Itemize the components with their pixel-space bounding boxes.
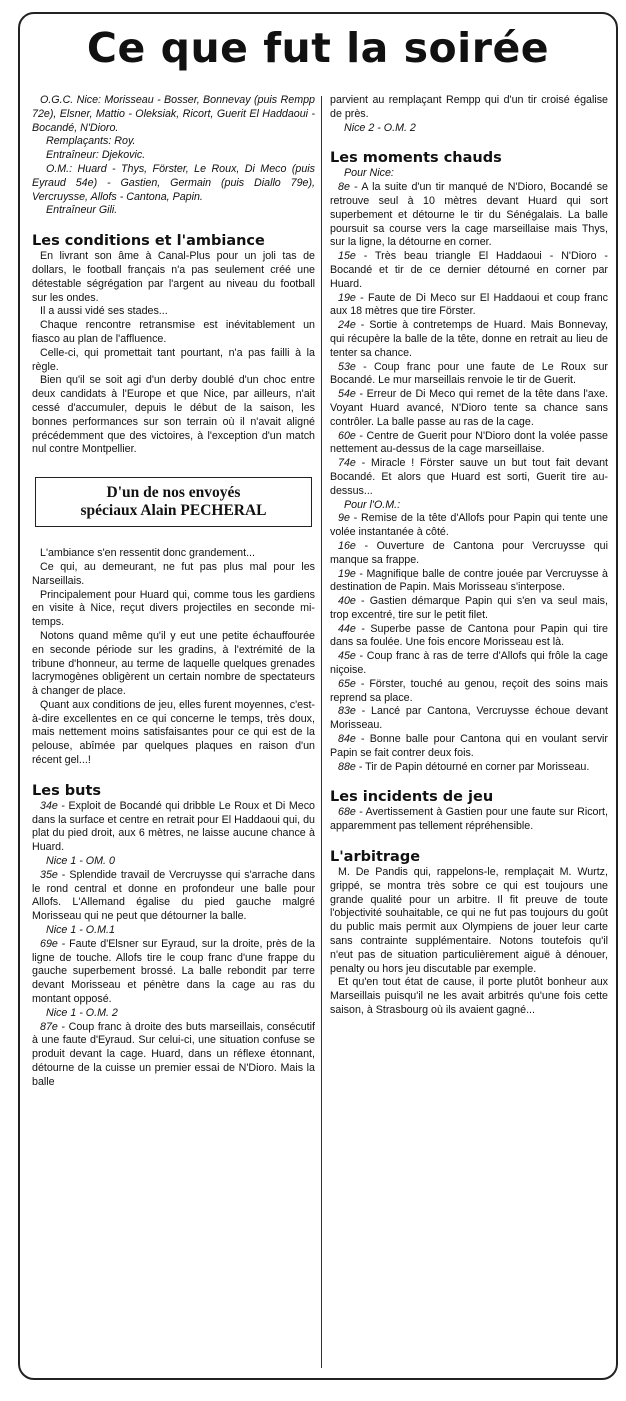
moment-text: - Miracle ! Förster sauve un but tout fait devant Bocandé. Et alors que Huard est sorti, Guerit tire au-dessus...: [330, 457, 608, 497]
coach-om: Entraîneur Gili.: [46, 204, 118, 217]
om-moments-list: [330, 512, 608, 774]
goal-item: [32, 1021, 315, 1090]
moment-minute: 44e: [338, 622, 356, 635]
section-heading-incidents: Les incidents de jeu: [330, 789, 494, 806]
moment-minute: 45e: [338, 650, 356, 663]
byline-line-2: spéciaux Alain PECHERAL: [80, 502, 267, 520]
moment-text: - Centre de Guerit pour N'Dioro dont la volée passe nettement au-dessus de la cage marseillaise.: [330, 429, 608, 456]
moment-item: [330, 705, 608, 733]
moment-minute: 19e: [338, 291, 356, 304]
goal-item: [32, 869, 315, 924]
goal-item: [32, 938, 315, 1007]
moment-minute: 74e: [338, 457, 356, 470]
moment-text: - Magnifique balle de contre jouée par Vercruysse à destination de Papin. Mais Morisseau s'interpose.: [330, 567, 608, 594]
moment-text: - Superbe passe de Cantona pour Papin qui tire dans sa foulée. Une fois encore Morisseau est là.: [330, 622, 608, 649]
moment-minute: 83e: [338, 705, 356, 718]
section-heading-buts: Les buts: [32, 782, 102, 799]
moment-minute: 60e: [338, 429, 356, 442]
incident-text: - Avertissement à Gastien pour une faute sur Ricort, apparemment pas tellement répréhensible.: [330, 806, 608, 833]
right-column: [330, 94, 608, 1018]
lineup-om: O.M.: Huard - Thys, Förster, Le Roux, Di Meco (puis Eyraud 54e) - Gastien, Germain (puis Diallo 79e), Vercruysse, Allofs - Cantona, Papin.: [32, 162, 315, 203]
paragraph: Notons quand même qu'il y eut une petite échauffourée en seconde période sur les gradins, à l'extrémité de la tribune d'honneur, au terme de laquelle quelques grenades lacrymogènes obligèrent un certain nombre de spectateurs à changer de place.: [32, 629, 315, 698]
paragraph: Celle-ci, qui promettait tant pourtant, n'a pas failli à la règle.: [32, 346, 315, 373]
article-title: Ce que fut la soirée: [86, 24, 550, 72]
moment-text: - Erreur de Di Meco qui remet de la tête dans l'axe. Voyant Huard avancé, N'Dioro tente sa chance sans contrôler. La balle passe au ras de la cage.: [330, 388, 608, 428]
goal-minute: 69e: [40, 937, 58, 950]
moment-item: [330, 292, 608, 320]
goal-text: - Exploit de Bocandé qui dribble Le Roux et Di Meco dans la surface et centre en retrait pour El Haddaoui qui, du plat du pied droit, aux 6 mètres, ne laisse aucune chance à Huard.: [32, 799, 315, 854]
goal-minute: 34e: [40, 799, 58, 812]
paragraph: L'ambiance s'en ressentit donc grandement...: [40, 547, 255, 560]
nice-label: Pour Nice:: [344, 167, 394, 180]
moment-item: [330, 623, 608, 651]
moment-text: - Sortie à contretemps de Huard. Mais Bonnevay, qui récupère la balle de la tête, donne en retrait au lieu de tenter sa chance.: [330, 319, 608, 359]
moment-item: [330, 568, 608, 596]
om-label: Pour l'O.M.:: [344, 498, 401, 511]
coach-nice: Entraîneur: Djekovic.: [46, 149, 146, 162]
moment-text: - Coup franc pour une faute de Le Roux sur Bocandé. Le mur marseillais renvoie le tir de Guerit.: [330, 360, 608, 387]
section-heading-arbitrage: L'arbitrage: [330, 849, 421, 866]
paragraph: Il a aussi vidé ses stades...: [40, 305, 168, 318]
section-heading-conditions: Les conditions et l'ambiance: [32, 233, 265, 250]
paragraph: Et qu'en tout état de cause, il porte plutôt bonheur aux Marseillais puisqu'il ne les avait arbitrés qu'une fois cette saison, à Strasbourg où ils avaient gagné...: [330, 976, 608, 1017]
moment-minute: 65e: [338, 677, 356, 690]
moment-text: - Tir de Papin détourné en corner par Morisseau.: [355, 760, 590, 773]
left-column: [32, 94, 315, 1090]
moment-item: [330, 319, 608, 360]
moment-minute: 84e: [338, 733, 356, 746]
moment-minute: 54e: [338, 388, 356, 401]
final-score: Nice 2 - O.M. 2: [344, 121, 416, 134]
moment-minute: 8e: [338, 181, 350, 194]
moment-text: - Faute de Di Meco sur El Haddaoui et coup franc aux 18 mètres que tire Förster.: [330, 291, 608, 318]
paragraph: Chaque rencontre retransmise est inévitablement un fiasco au plan de l'affluence.: [32, 319, 315, 345]
paragraph: M. De Pandis qui, rappelons-le, remplaçait M. Wurtz, grippé, se montra très sobre ce qui est toujours une grande qualité pour un arbitre. Il fit preuve de toute l'objectivité souhaitable, ce qui ne fut pas toujours du goût du public mais permit aux Olympiens de jouer leur carte sans contrainte supplémentaire. Notons toutefois qu'il n'eut pas de situation particulièrement aiguë à dénouer, penalty ou hors jeu discutable par exemple.: [330, 866, 608, 975]
moment-item: [330, 678, 608, 706]
moment-item: [330, 595, 608, 623]
lineup-nice: O.G.C. Nice: Morisseau - Bosser, Bonnevay (puis Rempp 72e), Elsner, Mattio - Oleksiak, Ricort, Guerit El Haddaoui - Bocandé, N'Dioro.: [32, 94, 315, 134]
moment-minute: 16e: [338, 539, 356, 552]
moment-text: - A la suite d'un tir manqué de N'Dioro, Bocandé se retrouve seul à 10 mètres devant Huard qui sort superbement et détourne le tir du Sénégalais. La balle poursuit sa course vers la cage marseillaise mais Thys, sur la ligne, la détourne en corner.: [330, 181, 608, 249]
goal-continuation: parvient au remplaçant Rempp qui d'un tir croisé égalise de près.: [330, 94, 608, 120]
paragraph: Bien qu'il se soit agi d'un derby doublé d'un choc entre deux candidats à l'Europe et que Nice, par ailleurs, n'ait cessé d'accumuler, depuis le début de la saison, les bonnes performances sur son terrain où il n'avait aligné précédemment que des victoires, à l'exception d'un match nul contre Montpellier.: [32, 374, 315, 456]
incident-item: [330, 806, 608, 834]
goal-text: - Faute d'Elsner sur Eyraud, sur la droite, près de la ligne de touche. Allofs tire le coup franc d'une frappe du gauche superbement brossé. La balle rebondit par terre devant Morisseau et pénètre dans la cage au ras du montant opposé.: [32, 937, 315, 1006]
substitutes-nice: Remplaçants: Roy.: [46, 135, 136, 148]
goal-score: Nice 1 - O.M. 2: [46, 1006, 118, 1019]
byline-line-1: D'un de nos envoyés: [106, 484, 241, 502]
moment-minute: 19e: [338, 567, 356, 580]
moment-minute: 24e: [338, 319, 356, 332]
goal-score: Nice 1 - OM. 0: [46, 855, 115, 868]
moment-minute: 53e: [338, 360, 356, 373]
moment-text: - Remise de la tête d'Allofs pour Papin qui tente une volée instantanée à côté.: [330, 512, 608, 539]
moment-text: - Bonne balle pour Cantona qui en voulant servir Papin se fait contrer deux fois.: [330, 733, 608, 759]
paragraph: Ce qui, au demeurant, ne fut pas plus mal pour les Narseillais.: [32, 560, 315, 587]
moment-text: - Ouverture de Cantona pour Vercruysse qui manque sa frappe.: [330, 539, 608, 566]
moment-item: [330, 650, 608, 678]
section-heading-moments: Les moments chauds: [330, 150, 502, 167]
moment-item: [330, 733, 608, 761]
goals-list: [32, 800, 315, 1090]
moment-text: - Lancé par Cantona, Vercruysse échoue devant Morisseau.: [330, 705, 608, 732]
author-byline-box: [35, 477, 312, 527]
paragraph: En livrant son âme à Canal-Plus pour un joli tas de dollars, le football français n'a pas seulement créé une détestable ségrégation par l'argent au niveau du football sur les ondes.: [32, 250, 315, 304]
conditions-text: [32, 250, 315, 457]
moment-item: [330, 181, 608, 250]
goal-text: - Coup franc à droite des buts marseillais, consécutif à une faute d'Eyraud. Sur celui-ci, une situation confuse se produit devant la cage. Huard, dans un réflexe étonnant, détourne de la cuisse un premier essai de N'Dioro. Mais la balle: [32, 1020, 315, 1088]
column-divider: [321, 96, 322, 1368]
moment-text: - Förster, touché au genou, reçoit des soins mais reprend sa place.: [330, 677, 608, 704]
paragraph: Quant aux conditions de jeu, elles furent moyennes, c'est-à-dire excellentes en ce qui concerne le temps, très doux, mais nettement moins satisfaisantes pour ce qui est de la pelouse, abîmée par quelques plaques en raison d'un récent gel...!: [32, 698, 315, 767]
moment-item: [330, 430, 608, 458]
goal-item: [32, 800, 315, 855]
moment-item: [330, 512, 608, 540]
ambiance-text: [32, 547, 315, 768]
moment-text: - Très beau triangle El Haddaoui - N'Dioro - Bocandé et tir de ce dernier détourné en corner par Huard.: [330, 250, 608, 290]
goal-minute: 87e: [40, 1020, 58, 1033]
moment-item: [330, 540, 608, 568]
moment-item: [330, 250, 608, 291]
goal-text: - Splendide travail de Vercruysse qui s'arrache dans le rond central et donne en profondeur une balle pour Allofs. L'Allemand égalise du pied gauche malgré Morisseau qui ne peut que détourner la balle.: [32, 868, 315, 923]
moment-text: - Gastien démarque Papin qui s'en va seul mais, trop excentré, tire sur le petit filet.: [330, 595, 608, 621]
moment-item: [330, 388, 608, 429]
goal-score: Nice 1 - O.M.1: [46, 924, 115, 937]
team-lineups: [32, 94, 315, 218]
article-frame: [18, 12, 618, 1380]
moment-minute: 88e: [338, 760, 356, 773]
goal-minute: 35e: [40, 868, 58, 881]
moment-minute: 40e: [338, 595, 356, 608]
moment-item: [330, 761, 608, 775]
moment-item: [330, 361, 608, 389]
moment-text: - Coup franc à ras de terre d'Allofs qui frôle la cage niçoise.: [330, 650, 608, 677]
incident-minute: 68e: [338, 806, 356, 819]
nice-moments-list: [330, 181, 608, 498]
moment-minute: 15e: [338, 250, 356, 263]
paragraph: Principalement pour Huard qui, comme tous les gardiens en visite à Nice, reçut divers projectiles en seconde mi-temps.: [32, 588, 315, 629]
moment-item: [330, 457, 608, 498]
moment-minute: 9e: [338, 512, 350, 525]
